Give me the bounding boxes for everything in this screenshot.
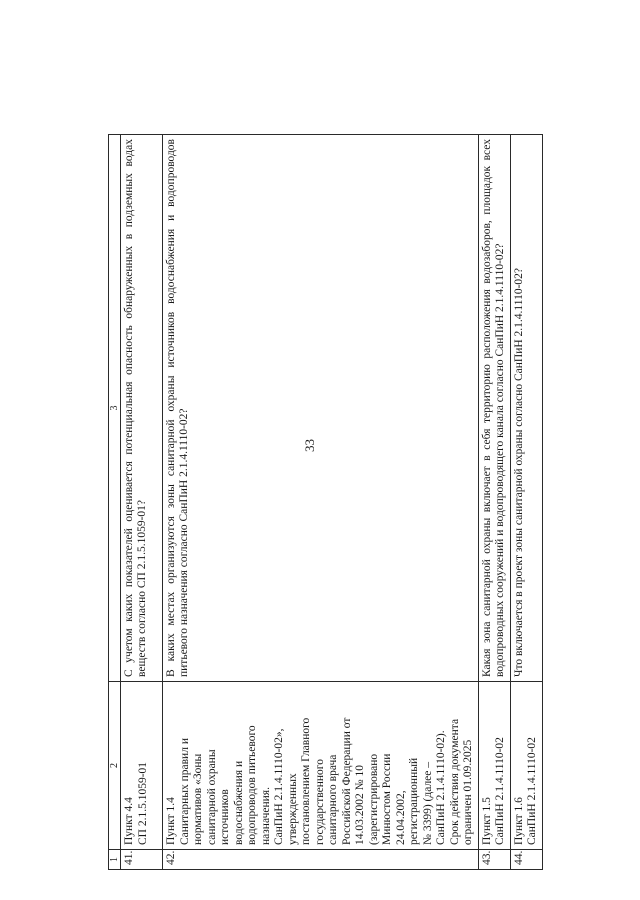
header-col-3: 3 [109, 135, 121, 682]
row-reference [510, 682, 542, 850]
row-reference [478, 682, 510, 850]
reference-line: назначения. [259, 787, 272, 845]
reference-line: государственного [313, 759, 326, 845]
table-row [163, 135, 479, 870]
row-question: Что включается в проект зоны санитарной охраны согласно СанПиН 2.1.4.1110-02? [510, 135, 542, 682]
questions-table [108, 134, 543, 870]
row-question: С учетом каких показателей оценивается потенциальная опасность обнаруженных в подземных водах веществ согласно СП 2.1.5.1059-01? [121, 135, 163, 682]
table-row [121, 135, 163, 870]
row-question: Какая зона санитарной охраны включает в себя территорию расположения водозаборов, площадок всех водопроводных сооружений и водопроводящего канала согласно СанПиН 2.1.4.1110-02? [478, 135, 510, 682]
reference-line: нормативов «Зоны [192, 753, 204, 845]
row-question: В каких местах организуются зоны санитарной охраны источников водоснабжения и водопроводов питьевого назначения согласно СанПиН 2.1.4.1110-02? [163, 135, 479, 682]
table-row [478, 135, 510, 870]
page-number: 33 [302, 439, 317, 452]
reference-line: (зарегистрировано [367, 753, 380, 845]
table-row [510, 135, 542, 870]
reference-line: утвержденных [286, 773, 299, 845]
reference-line: регистрационный [408, 757, 420, 845]
reference-line: источников [219, 789, 231, 845]
reference-line: СП 2.1.5.1059-01 [136, 761, 149, 845]
reference-line: Пункт 1.4 [165, 797, 177, 845]
reference-line: санитарного врача [327, 754, 339, 845]
reference-line: СанПиН 2.1.4.1110-02 [526, 737, 538, 845]
reference-line: постановлением Главного [300, 717, 312, 845]
reference-line: Пункт 1.5 [480, 797, 493, 845]
row-reference [121, 682, 163, 850]
reference-line: Пункт 4.4 [123, 797, 135, 845]
row-number: 44. [510, 850, 542, 870]
row-number: 43. [478, 850, 510, 870]
reference-line: Санитарных правил и [178, 738, 191, 845]
reference-line: водоснабжения и [232, 760, 245, 845]
reference-line: Пункт 1.6 [512, 797, 525, 845]
header-col-1: 1 [109, 850, 121, 870]
reference-line: 24.04.2002, [394, 790, 407, 845]
reference-line: водопроводов питьевого [246, 725, 258, 845]
reference-line: № 3399) (далее – [421, 761, 434, 845]
reference-line: ограничен 01.09.2025 [462, 739, 474, 845]
header-row [109, 135, 121, 870]
row-number: 42. [163, 850, 479, 870]
reference-line: СанПиН 2.1.4.1110-02 [494, 737, 506, 845]
row-reference [163, 682, 479, 850]
reference-line: санитарной охраны [205, 749, 218, 845]
reference-line: Срок действия документа [448, 718, 461, 845]
reference-line: 14.03.2002 № 10 [354, 765, 366, 845]
reference-line: СанПиН 2.1.4.1110-02). [435, 730, 447, 845]
reference-line: Минюстом России [381, 753, 393, 845]
header-col-2: 2 [109, 682, 121, 850]
reference-line: Российской Федерации от [340, 717, 353, 845]
questions-table-container [108, 135, 538, 870]
row-number: 41. [121, 850, 163, 870]
reference-line: СанПиН 2.1.4.1110-02», [273, 728, 285, 845]
